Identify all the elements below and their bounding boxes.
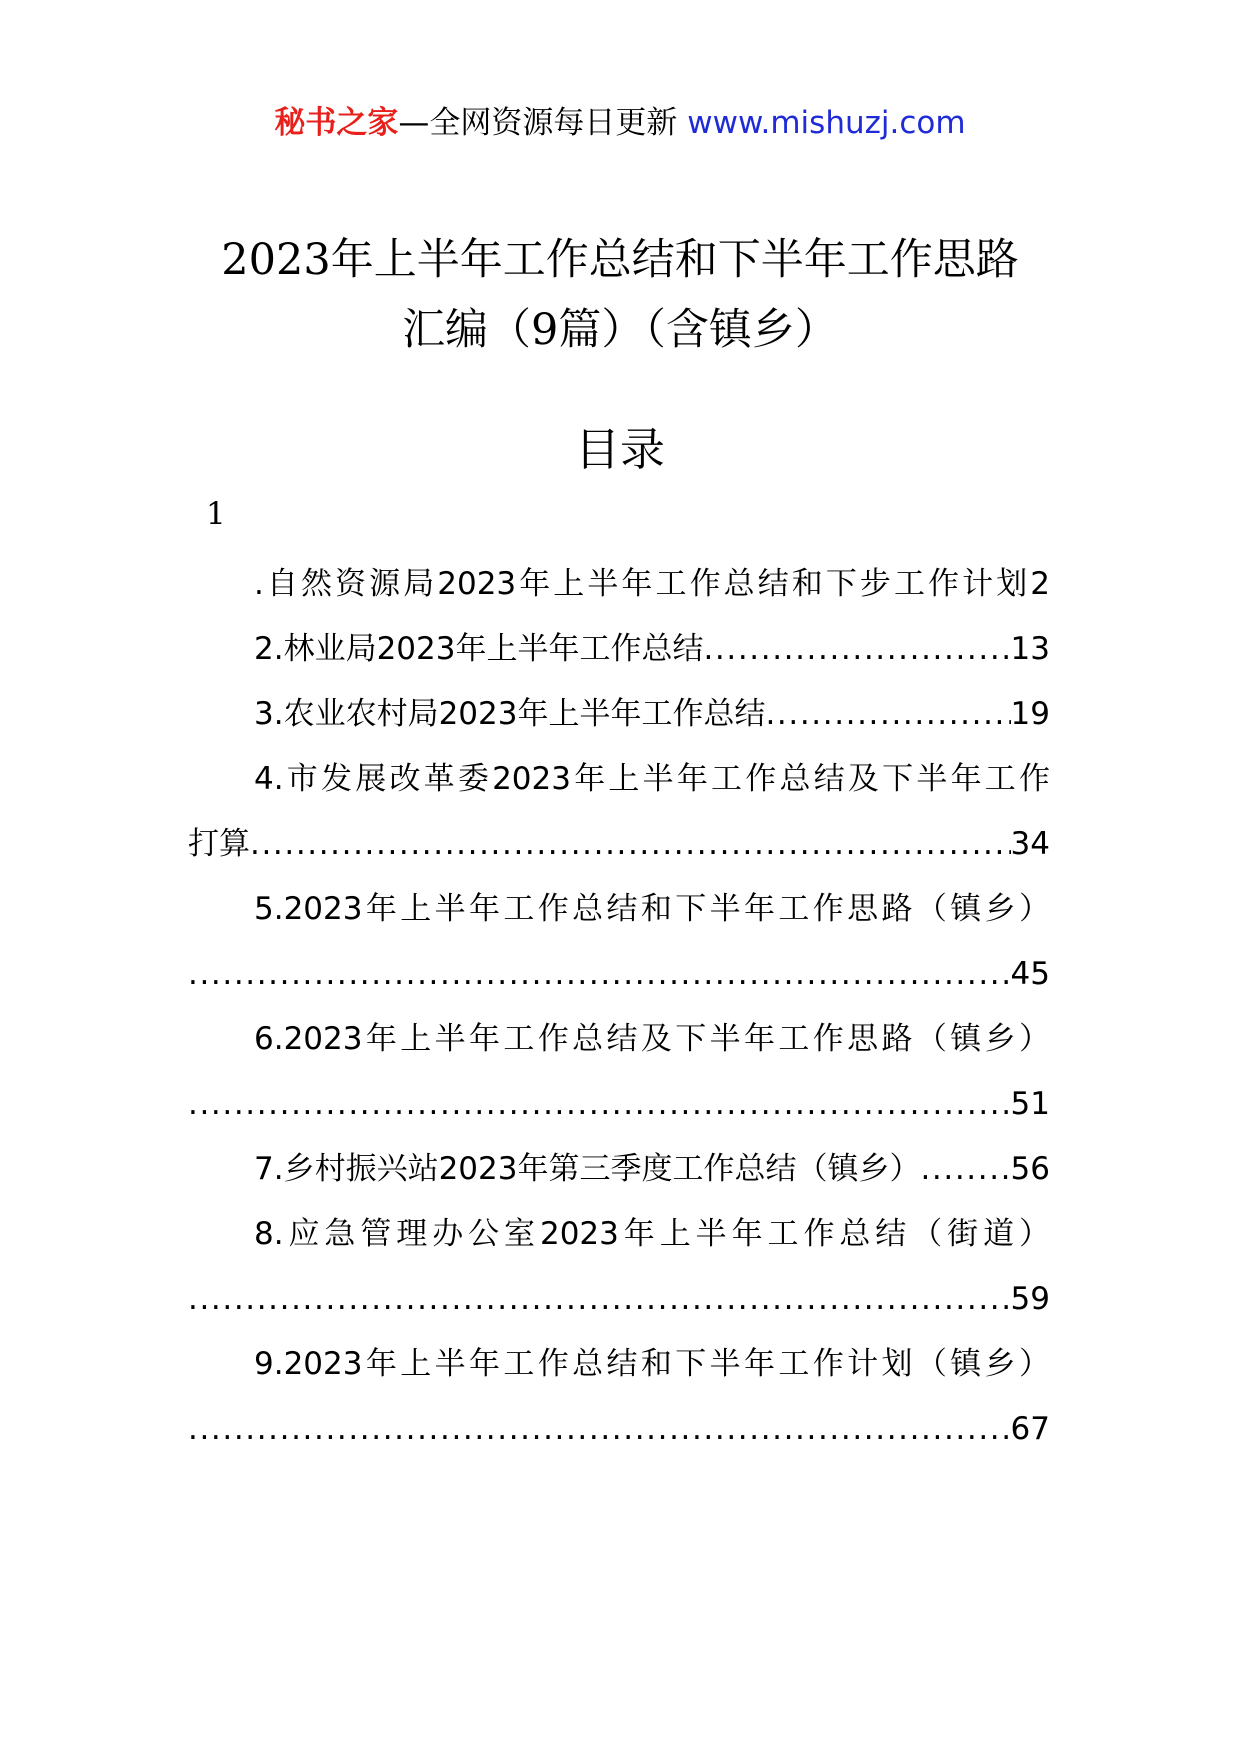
toc-entry-line	[188, 1332, 1050, 1397]
toc-entry[interactable]	[188, 1137, 1050, 1202]
toc-entry-title-continued: 打算	[188, 826, 250, 862]
toc-entry-page: 19	[1010, 696, 1050, 732]
toc-entry[interactable]	[188, 1332, 1050, 1462]
toc-entry[interactable]	[188, 1007, 1050, 1137]
toc-dot-leader	[188, 1072, 1011, 1137]
document-title	[140, 225, 1100, 365]
toc-dot-leader	[250, 812, 1011, 877]
toc-entry-title: 6.2023年上半年工作总结及下半年工作思路（镇乡）	[254, 1021, 1050, 1057]
toc-entry-title: .自然资源局2023年上半年工作总结和下步工作计划	[254, 566, 1031, 602]
toc-entry-line	[188, 1072, 1050, 1137]
document-title-line-2: 汇编（9篇）（含镇乡）	[402, 305, 838, 355]
toc-entry-title: 3.农业农村局2023年上半年工作总结	[254, 696, 766, 732]
toc-entry-title: 5.2023年上半年工作总结和下半年工作思路（镇乡）	[254, 891, 1050, 927]
toc-entry-line	[188, 1267, 1050, 1332]
table-of-contents	[188, 552, 1050, 1462]
toc-entry-line	[188, 1137, 1050, 1202]
toc-entry-line	[188, 1397, 1050, 1462]
toc-entry-page: 34	[1010, 826, 1050, 862]
toc-entry-line	[188, 552, 1050, 617]
toc-entry[interactable]	[188, 617, 1050, 682]
toc-dot-leader	[920, 1137, 1010, 1202]
toc-dot-leader	[703, 617, 1010, 682]
site-url-link[interactable]: www.mishuzj.com	[687, 105, 966, 141]
toc-entry-title: 2.林业局2023年上半年工作总结	[254, 631, 704, 667]
toc-entry-title: 4.市发展改革委2023年上半年工作总结及下半年工作	[254, 761, 1050, 797]
toc-entry-page: 51	[1010, 1086, 1050, 1122]
toc-entry[interactable]	[188, 747, 1050, 877]
toc-heading: 目录	[574, 423, 665, 476]
toc-entry-page: 13	[1010, 631, 1050, 667]
header-tagline: —全网资源每日更新	[398, 105, 678, 141]
toc-entry-line	[188, 1007, 1050, 1072]
toc-entry[interactable]	[188, 877, 1050, 1007]
toc-entry-page: 59	[1010, 1281, 1050, 1317]
brand-name: 秘书之家	[274, 105, 399, 141]
toc-entry-page: 67	[1010, 1411, 1050, 1447]
toc-entry-title: 8.应急管理办公室2023年上半年工作总结（街道）	[254, 1216, 1050, 1252]
toc-entry-line	[188, 1202, 1050, 1267]
toc-entry[interactable]	[188, 682, 1050, 747]
document-title-line-1: 2023年上半年工作总结和下半年工作思路	[221, 235, 1019, 285]
toc-entry-line	[188, 747, 1050, 812]
site-header	[0, 100, 1240, 146]
toc-entry-page: 56	[1010, 1151, 1050, 1187]
toc-entry-page: 45	[1010, 956, 1050, 992]
toc-dot-leader	[188, 1267, 1011, 1332]
toc-entry[interactable]	[188, 552, 1050, 617]
toc-orphan-number: 1	[206, 496, 226, 532]
toc-entry-page: 2	[1030, 566, 1050, 602]
toc-entry-line	[188, 617, 1050, 682]
toc-dot-leader	[188, 1397, 1011, 1462]
toc-entry-line	[188, 682, 1050, 747]
toc-dot-leader	[188, 942, 1011, 1007]
toc-entry-title: 7.乡村振兴站2023年第三季度工作总结（镇乡）	[254, 1151, 921, 1187]
toc-entry-line	[188, 877, 1050, 942]
toc-entry-title: 9.2023年上半年工作总结和下半年工作计划（镇乡）	[254, 1346, 1050, 1382]
toc-dot-leader	[765, 682, 1010, 747]
toc-entry-line	[188, 942, 1050, 1007]
toc-entry[interactable]	[188, 1202, 1050, 1332]
toc-entry-line	[188, 812, 1050, 877]
